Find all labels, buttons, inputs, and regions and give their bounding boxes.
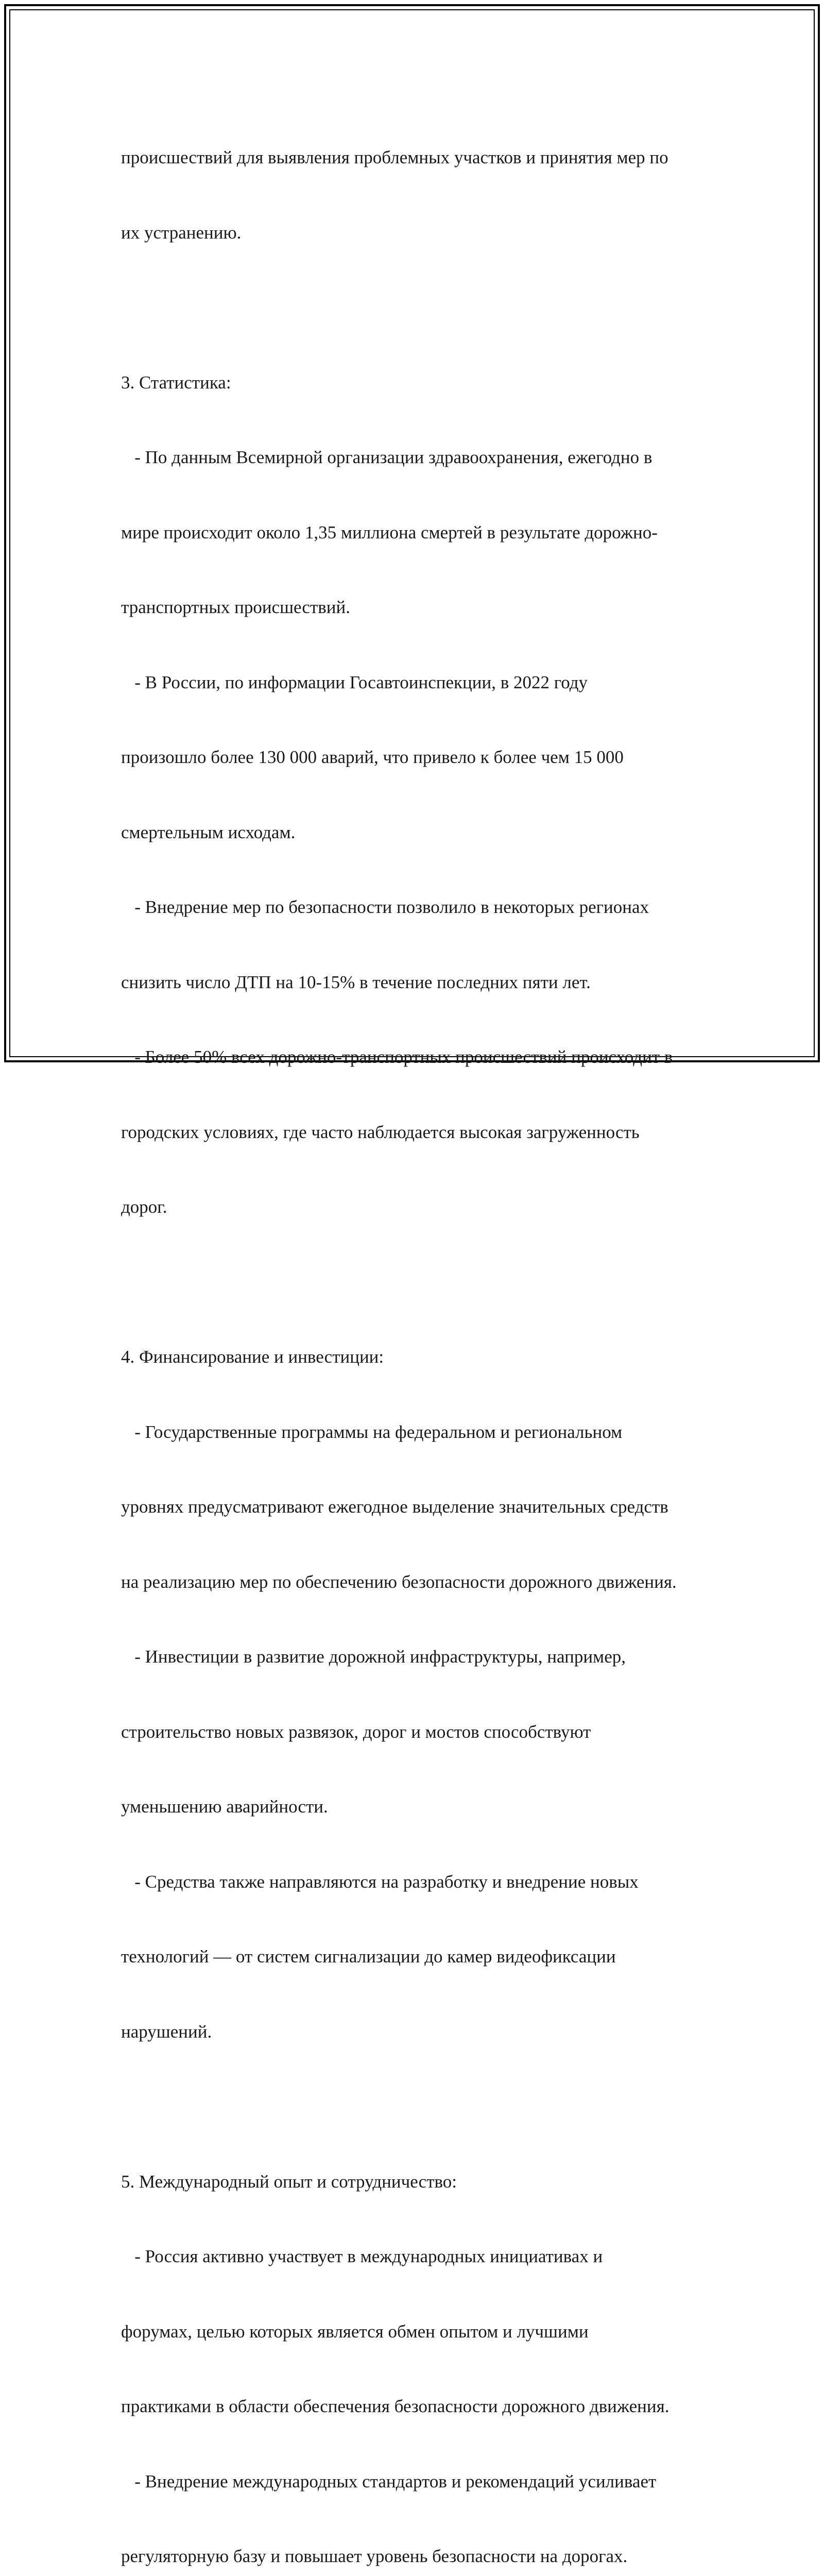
- text-line: строительство новых развязок, дорог и мостов способствуют: [121, 1721, 591, 1742]
- text-line: транспортных происшествий.: [121, 597, 351, 617]
- text-line: - Государственные программы на федеральном и региональном: [121, 1421, 623, 1442]
- text-line: уменьшению аварийности.: [121, 1797, 328, 1817]
- text-line: практиками в области обеспечения безопасности дорожного движения.: [121, 2396, 670, 2416]
- blank-line: [121, 2094, 729, 2120]
- text-line: - В России, по информации Госавтоинспекции, в 2022 году: [121, 672, 588, 692]
- blank-line: [121, 1270, 729, 1295]
- text-line: происшествий для выявления проблемных участков и принятия мер по: [121, 147, 668, 167]
- text-line: дорог.: [121, 1197, 167, 1217]
- section-heading: 5. Международный опыт и сотрудничество:: [121, 2171, 457, 2192]
- text-line: - Средства также направляются на разработку и внедрение новых: [121, 1871, 639, 1892]
- text-line: - Внедрение мер по безопасности позволило в некоторых регионах: [121, 897, 649, 917]
- text-line: уровнях предусматривают ежегодное выделение значительных средств: [121, 1497, 668, 1517]
- text-line: мире происходит около 1,35 миллиона смертей в результате дорожно-: [121, 522, 658, 543]
- text-line: - Более 50% всех дорожно-транспортных происшествий происходит в: [121, 1047, 673, 1067]
- text-line: на реализацию мер по обеспечению безопасности дорожного движения.: [121, 1571, 677, 1592]
- text-line: - Инвестиции в развитие дорожной инфраструктуры, например,: [121, 1647, 626, 1667]
- text-line: произошло более 130 000 аварий, что привело к более чем 15 000: [121, 747, 624, 767]
- text-line: - Внедрение международных стандартов и рекомендаций усиливает: [121, 2471, 657, 2492]
- text-line: - По данным Всемирной организации здравоохранения, ежегодно в: [121, 447, 653, 467]
- text-line: снизить число ДТП на 10-15% в течение последних пяти лет.: [121, 972, 591, 992]
- section-heading: 3. Статистика:: [121, 372, 231, 393]
- text-line: их устранению.: [121, 222, 242, 243]
- text-line: технологий — от систем сигнализации до камер видеофиксации: [121, 1946, 616, 1967]
- text-line: смертельным исходам.: [121, 822, 296, 842]
- section-heading: 4. Финансирование и инвестиции:: [121, 1347, 384, 1367]
- text-line: нарушений.: [121, 2021, 212, 2042]
- text-line: регуляторную базу и повышает уровень безопасности на дорогах.: [121, 2546, 628, 2566]
- text-line: - Россия активно участвует в международных инициативах и: [121, 2246, 603, 2266]
- document-body: [121, 95, 729, 2576]
- text-line: форумах, целью которых является обмен опытом и лучшими: [121, 2321, 589, 2342]
- text-line: городских условиях, где часто наблюдается высокая загруженность: [121, 1122, 640, 1142]
- blank-line: [121, 295, 729, 320]
